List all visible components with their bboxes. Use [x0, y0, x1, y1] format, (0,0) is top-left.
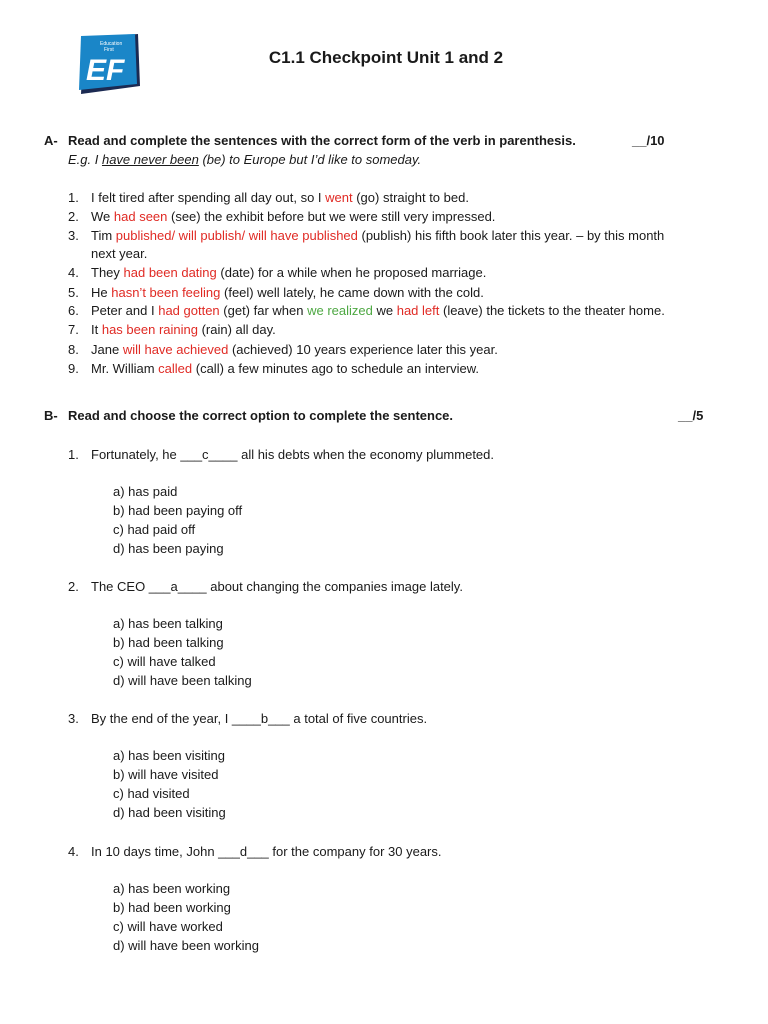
section-b-question-number: 3.: [68, 711, 79, 726]
section-a-letter: A-: [44, 133, 58, 148]
answer-text: had gotten: [158, 303, 220, 318]
answer-option: b) will have visited: [113, 767, 219, 782]
section-a-item-number: 3.: [68, 228, 79, 243]
highlight-text: we realized: [307, 303, 373, 318]
answer-option: c) will have talked: [113, 654, 216, 669]
section-a-sentence: [91, 303, 665, 318]
answer-text: has been raining: [101, 322, 198, 337]
section-b-question-text: In 10 days time, John ___d___ for the company for 30 years.: [91, 844, 442, 859]
section-b-question-text: Fortunately, he ___c____ all his debts when the economy plummeted.: [91, 447, 494, 462]
answer-option: c) had visited: [113, 786, 190, 801]
answer-option: b) had been talking: [113, 635, 224, 650]
section-b-instruction: Read and choose the correct option to complete the sentence.: [68, 408, 454, 423]
sentence-text: (see) the exhibit before but we were still very impressed.: [167, 209, 496, 224]
section-a-sentence: [91, 209, 495, 224]
answer-text: had been dating: [123, 265, 217, 280]
answer-option: b) had been paying off: [113, 503, 243, 518]
page-title: C1.1 Checkpoint Unit 1 and 2: [268, 48, 504, 67]
sentence-text: (go) straight to bed.: [352, 190, 469, 205]
section-b-score: __/5: [678, 408, 704, 423]
section-a-sentence: [91, 265, 486, 280]
logo-letters: EF: [86, 54, 125, 87]
sentence-text: (rain) all day.: [197, 322, 276, 337]
section-b-question-number: 1.: [68, 447, 79, 462]
section-b-question-text: The CEO ___a____ about changing the companies image lately.: [91, 579, 463, 594]
sentence-text: (get) far when: [219, 303, 308, 318]
section-a-item-number: 7.: [68, 322, 79, 337]
section-a-item-number: 6.: [68, 303, 79, 318]
section-a-item-number: 4.: [68, 265, 79, 280]
sentence-continuation: next year.: [91, 246, 148, 261]
answer-text: went: [325, 190, 353, 205]
sentence-text: (call) a few minutes ago to schedule an interview.: [192, 361, 480, 376]
section-b-question-text: By the end of the year, I ____b___ a total of five countries.: [91, 711, 428, 726]
section-a-sentence: [91, 190, 469, 205]
answer-option: d) had been visiting: [113, 805, 226, 820]
sentence-text: He: [91, 285, 112, 300]
sentence-text: (leave) the tickets to the theater home.: [439, 303, 665, 318]
section-a-sentence: [91, 228, 664, 243]
sentence-text: (feel) well lately, he came down with the cold.: [220, 285, 484, 300]
section-a-sentence: [91, 322, 276, 337]
answer-option: d) will have been talking: [113, 673, 252, 688]
answer-text: had seen: [113, 209, 168, 224]
answer-text: hasn’t been feeling: [111, 285, 221, 300]
section-a-sentence: [91, 342, 498, 357]
sentence-text: Jane: [91, 342, 123, 357]
sentence-text: They: [91, 265, 124, 280]
answer-option: c) will have worked: [113, 919, 223, 934]
answer-option: a) has been working: [113, 881, 231, 896]
answer-text: called: [158, 361, 193, 376]
section-a-item-number: 5.: [68, 285, 79, 300]
sentence-text: Mr. William: [91, 361, 159, 376]
sentence-text: (date) for a while when he proposed marriage.: [216, 265, 487, 280]
answer-text: had left: [396, 303, 440, 318]
section-a-sentence: [91, 361, 479, 376]
sentence-text: we: [372, 303, 397, 318]
sentence-text: (achieved) 10 years experience later this year.: [228, 342, 498, 357]
sentence-text: Peter and I: [91, 303, 159, 318]
section-a-instruction: Read and complete the sentences with the correct form of the verb in parenthesis.: [68, 133, 576, 148]
section-b-question-number: 2.: [68, 579, 79, 594]
sentence-text: I felt tired after spending all day out, so I: [91, 190, 326, 205]
sentence-text: Tim: [91, 228, 116, 243]
answer-text: will have achieved: [122, 342, 229, 357]
section-b-letter: B-: [44, 408, 58, 423]
answer-option: d) will have been working: [113, 938, 259, 953]
section-a-item-number: 1.: [68, 190, 79, 205]
section-a-item-number: 2.: [68, 209, 79, 224]
section-a-sentence: [91, 285, 484, 300]
answer-text: published/ will publish/ will have published: [115, 228, 358, 243]
answer-option: a) has been talking: [113, 616, 223, 631]
section-a-score: __/10: [632, 133, 665, 148]
answer-option: d) has been paying: [113, 541, 224, 556]
section-a-item-number: 8.: [68, 342, 79, 357]
answer-option: b) had been working: [113, 900, 231, 915]
logo-text-line1: Education: [100, 41, 123, 47]
section-b-question-number: 4.: [68, 844, 79, 859]
logo-text-line2: First: [104, 47, 114, 53]
answer-option: c) had paid off: [113, 522, 196, 537]
sentence-text: We: [91, 209, 114, 224]
sentence-text: (publish) his fifth book later this year. – by this month: [357, 228, 665, 243]
example-underlined-answer: have never been: [101, 152, 199, 167]
answer-option: a) has paid: [113, 484, 178, 499]
section-a-item-number: 9.: [68, 361, 79, 376]
section-a-example: E.g. I have never been (be) to Europe but I’d like to someday.: [68, 152, 422, 167]
sentence-text: It: [91, 322, 102, 337]
answer-option: a) has been visiting: [113, 748, 226, 763]
